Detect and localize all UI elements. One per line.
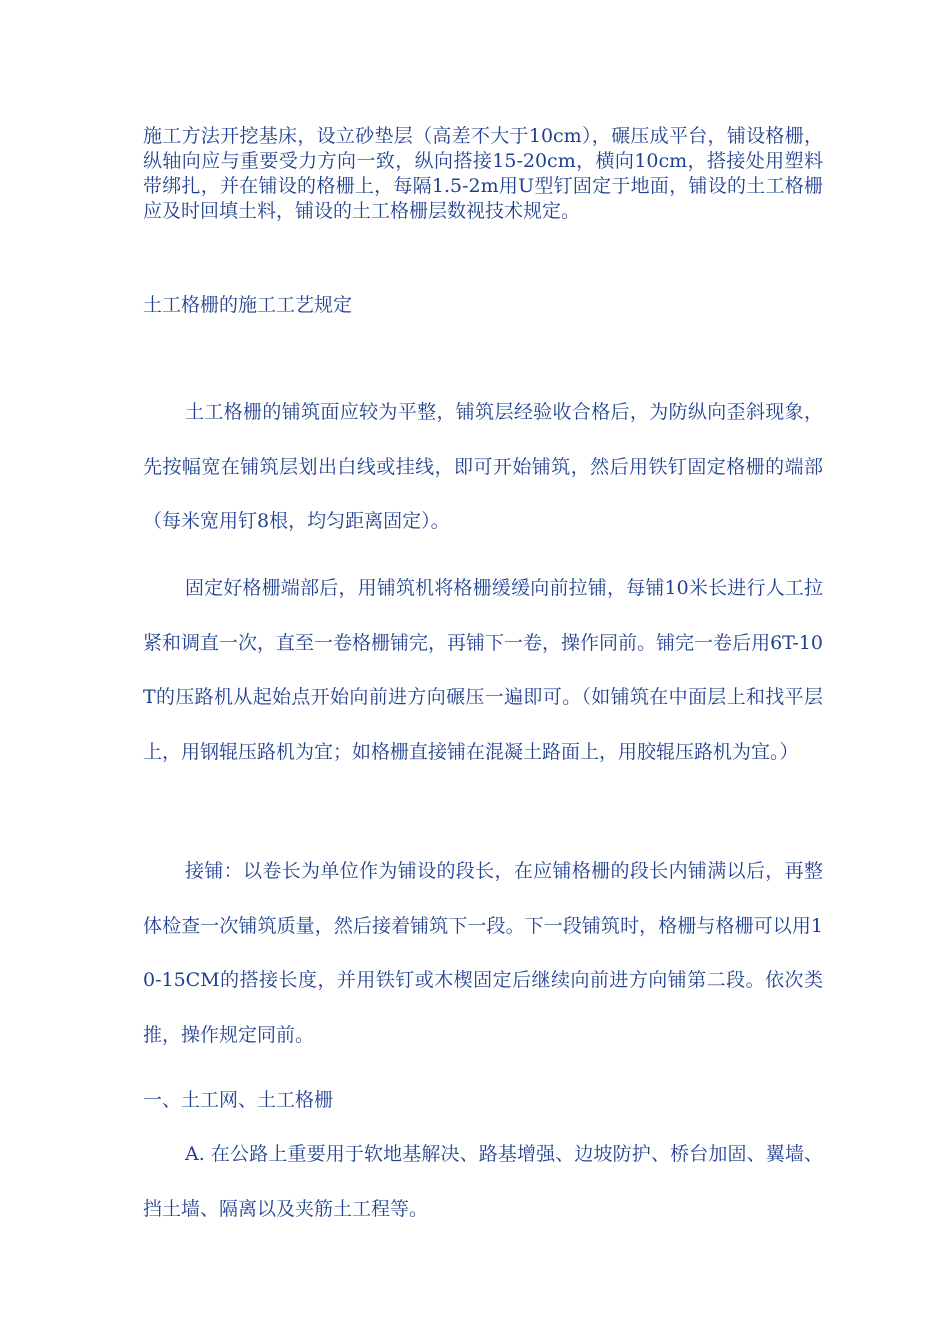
paragraph-rolling-method: 固定好格栅端部后，用铺筑机将格栅缓缓向前拉铺，每铺10米长进行人工拉紧和调直一次，直至一卷格栅铺完，再铺下一卷，操作同前。铺完一卷后用6T-10T的压路机从起始点开始向前进方向碾压一遍即可。（如铺筑在中面层上和找平层上，用钢辊压路机为宜；如格栅直接铺在混凝土路面上，用胶辊压路机为宜。）	[143, 577, 823, 763]
paragraph-laying-surface: 土工格栅的铺筑面应较为平整，铺筑层经验收合格后，为防纵向歪斜现象，先按幅宽在铺筑层划出白线或挂线，即可开始铺筑，然后用铁钉固定格栅的端部（每米宽用钉8根，均匀距离固定）。	[143, 401, 823, 532]
section-heading-geonet: 一、土工网、土工格栅	[143, 1089, 334, 1111]
paragraph-construction-method: 施工方法开挖基床，设立砂垫层（高差不大于10cm），碾压成平台，铺设格栅，纵轴向应与重要受力方向一致，纵向搭接15-20cm，横向10cm，搭接处用塑料带绑扎，并在铺设的格栅上，每隔1.5-2m用U型钉固定于地面，铺设的土工格栅应及时回填土料，铺设的土工格栅层数视技术规定。	[143, 125, 823, 222]
paragraph-joining: 接铺：以卷长为单位作为铺设的段长，在应铺格栅的段长内铺满以后，再整体检查一次铺筑质量，然后接着铺筑下一段。下一段铺筑时，格栅与格栅可以用10-15CM的搭接长度，并用铁钉或木楔固定后继续向前进方向铺第二段。依次类推，操作规定同前。	[143, 860, 823, 1046]
section-heading-process-rules: 土工格栅的施工工艺规定	[143, 294, 353, 316]
paragraph-highway-applications: A. 在公路上重要用于软地基解决、路基增强、边坡防护、桥台加固、翼墙、挡土墙、隔离以及夹筋土工程等。	[143, 1143, 823, 1220]
